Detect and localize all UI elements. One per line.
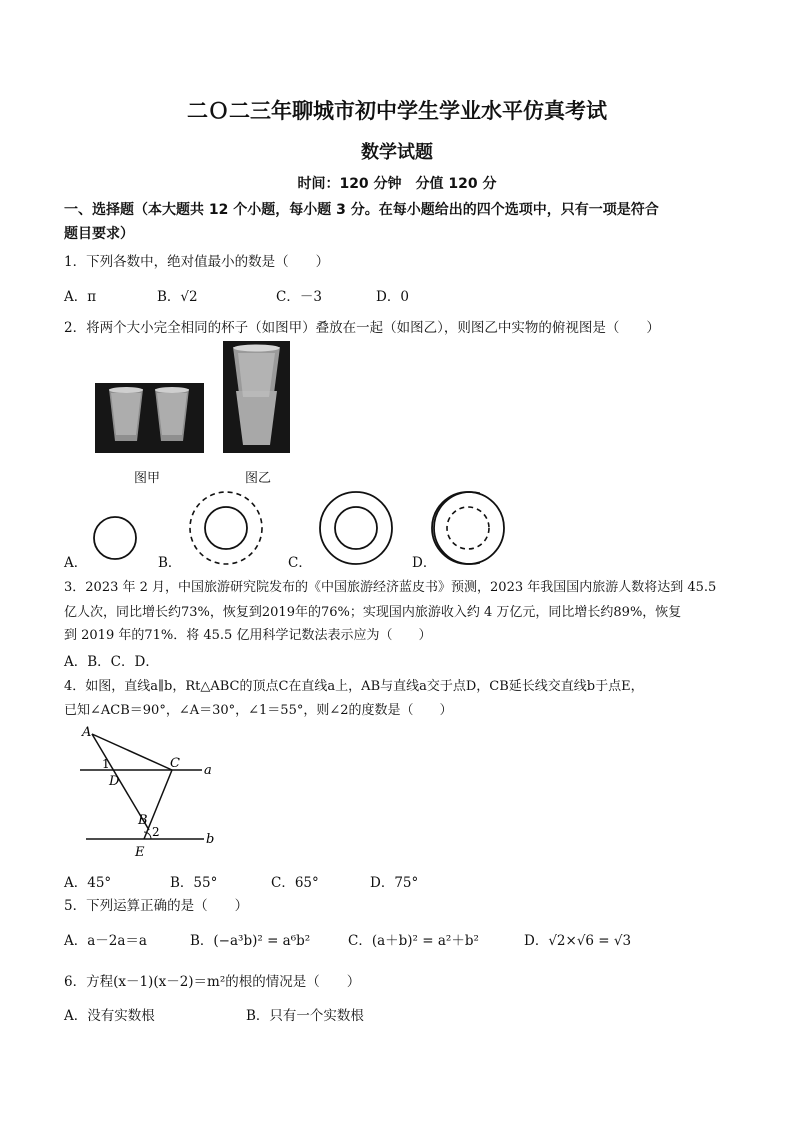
- q2-option-a: A．: [64, 555, 88, 571]
- caption-figure-b: 图乙: [245, 471, 272, 486]
- option-c-outer-circle: [320, 492, 392, 564]
- question-3-line3: 到 2019 年的71%．将 45.5 亿用科学记数法表示应为（ ）: [64, 628, 432, 643]
- section-heading-line1: 一、选择题（本大题共 12 个小题，每小题 3 分。在每小题给出的四个选项中，只有一项是符合: [64, 202, 659, 218]
- cups-photo-b-drawing: [223, 341, 290, 453]
- q5-option-d: D．√2×√6 = √3: [524, 933, 632, 949]
- question-4-line1: 4．如图，直线a∥b，Rt△ABC的顶点C在直线a上，AB与直线a交于点D，CB延长线交直线b于点E，: [64, 679, 644, 694]
- label-line-b: b: [206, 832, 215, 847]
- q5-option-b: B．(−a³b)² = a⁶b²: [190, 933, 311, 949]
- q2-option-c: C．: [288, 555, 312, 571]
- q1-option-c: C．－3: [276, 289, 322, 305]
- q5-option-c: C．(a＋b)² = a²＋b²: [348, 933, 479, 949]
- q2-option-b: B．: [158, 555, 182, 571]
- question-3-line1: 3．2023 年 2 月，中国旅游研究院发布的《中国旅游经济蓝皮书》预测，2023 年我国国内旅游人数将达到 45.5: [64, 580, 717, 595]
- label-point-b: B: [138, 813, 148, 828]
- q6-option-a: A．没有实数根: [64, 1008, 155, 1024]
- label-angle-2: 2: [152, 825, 160, 839]
- q4-option-c: C．65°: [271, 875, 319, 891]
- option-d-main-outer: [432, 492, 504, 564]
- subject-title: 数学试题: [361, 142, 433, 163]
- q2-option-d-figure: [430, 490, 520, 570]
- option-d-dashed-inner: [447, 507, 489, 549]
- option-a-circle: [94, 517, 136, 559]
- q4-option-b: B．55°: [170, 875, 218, 891]
- q4-geometry-figure: [72, 722, 222, 862]
- label-point-c: C: [170, 756, 180, 771]
- option-b-inner-circle: [205, 507, 247, 549]
- question-2-stem: 2．将两个大小完全相同的杯子（如图甲）叠放在一起（如图乙），则图乙中实物的俯视图是（ ）: [64, 320, 660, 336]
- option-b-outer-circle: [190, 492, 262, 564]
- label-angle-1: 1: [102, 757, 110, 771]
- time-info: 时间：120 分钟 分值 120 分: [297, 176, 497, 192]
- question-3-line2: 亿人次，同比增长约73%，恢复到2019年的76%；实现国内旅游收入约 4 万亿元，同比增长约89%，恢复: [64, 605, 682, 620]
- q1-option-a: A．π: [64, 289, 97, 305]
- q5-option-a: A．a－2a＝a: [64, 933, 147, 949]
- q1-option-d: D．0: [376, 289, 409, 305]
- caption-figure-a: 图甲: [134, 471, 161, 486]
- question-4-line2: 已知∠ACB＝90°，∠A＝30°，∠1＝55°，则∠2的度数是（ ）: [64, 703, 453, 718]
- question-5-stem: 5．下列运算正确的是（ ）: [64, 898, 249, 914]
- cups-photo-a-drawing: [95, 383, 204, 453]
- label-point-e: E: [135, 845, 145, 860]
- q4-option-a: A．45°: [64, 875, 112, 891]
- q3-options: A．B．C．D．: [64, 654, 159, 670]
- option-c-inner-circle: [335, 507, 377, 549]
- label-line-a: a: [204, 763, 212, 778]
- cups-photo-a: [95, 383, 204, 453]
- q6-option-b: B．只有一个实数根: [246, 1008, 364, 1024]
- q1-option-b: B．√2: [157, 289, 198, 305]
- question-1-stem: 1．下列各数中，绝对值最小的数是（ ）: [64, 254, 330, 270]
- question-6-stem: 6．方程(x－1)(x－2)＝m²的根的情况是（ ）: [64, 974, 361, 990]
- section-heading-line2: 题目要求）: [64, 226, 134, 242]
- cups-photo-b: [223, 341, 290, 453]
- label-point-a: A: [82, 725, 92, 740]
- label-point-d: D: [109, 774, 120, 789]
- exam-title: 二Ｏ二三年聊城市初中学生学业水平仿真考试: [187, 99, 607, 123]
- q4-option-d: D．75°: [370, 875, 419, 891]
- q2-option-d: D．: [412, 555, 437, 571]
